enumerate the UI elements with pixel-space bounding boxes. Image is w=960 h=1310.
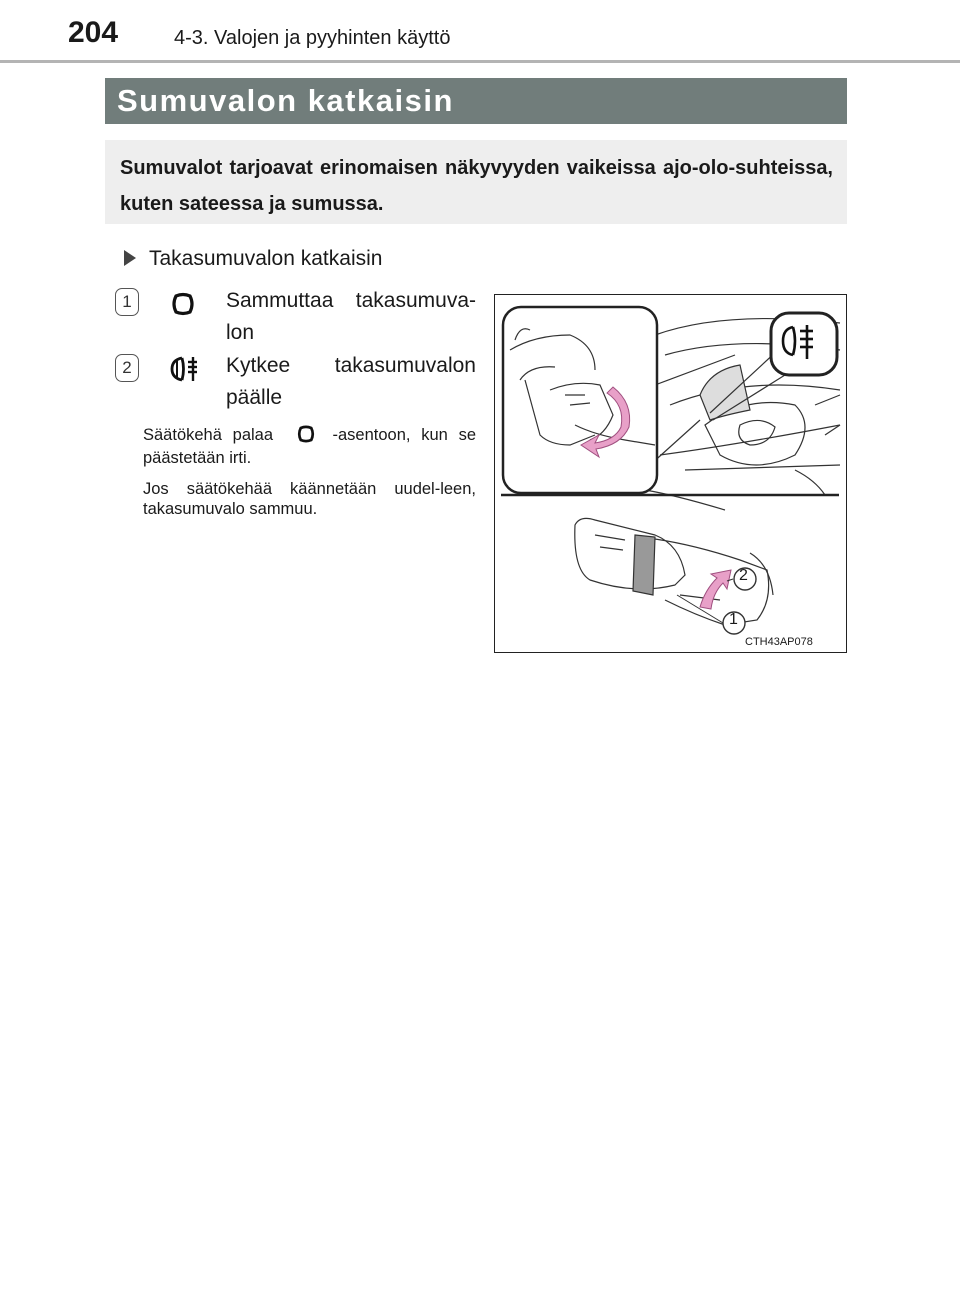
illustration-drawing (495, 295, 845, 651)
section-title: 4-3. Valojen ja pyyhinten käyttö (174, 27, 451, 49)
item-1-text: Sammuttaa takasumuva-lon (226, 289, 476, 344)
rear-fog-light-icon (168, 354, 202, 389)
figure-callout-1: 1 (729, 611, 738, 628)
page-number: 204 (68, 16, 119, 49)
item-1-number: 1 (115, 288, 139, 316)
subheading (124, 247, 382, 271)
intro-text: Sumuvalot tarjoavat erinomaisen näkyvyyden vaikeissa ajo-olo-suhteissa, kuten sateessa ja sumussa. (120, 157, 833, 215)
item-2-number: 2 (115, 354, 139, 382)
page-title: Sumuvalon katkaisin (105, 78, 847, 124)
triangle-bullet-icon (124, 250, 136, 266)
item-2-text: Kytkee takasumuvalon päälle (226, 354, 476, 409)
figure-code: CTH43AP078 (745, 636, 813, 648)
note-1-before: Säätökehä palaa (143, 426, 274, 444)
illustration-figure (494, 294, 847, 653)
note-2: Jos säätökehää käännetään uudel-leen, takasumuvalo sammuu. (143, 480, 476, 518)
figure-callout-2: 2 (739, 567, 748, 584)
header-divider (0, 60, 960, 63)
note-1 (143, 425, 476, 468)
fog-light-off-inline-icon (296, 425, 316, 448)
note-1-after: -asentoon, kun se päästetään irti. (143, 426, 476, 467)
fog-light-off-icon (170, 290, 196, 323)
subheading-text: Takasumuvalon katkaisin (149, 247, 383, 270)
intro-box (105, 140, 847, 224)
